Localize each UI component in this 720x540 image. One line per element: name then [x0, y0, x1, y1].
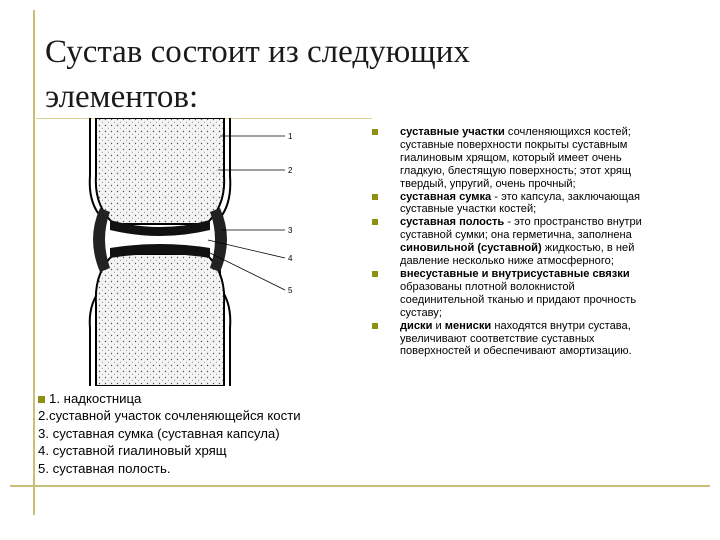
joint-capsule-left: [93, 208, 110, 272]
callout-2: 2: [288, 166, 293, 175]
list-text: жидкостью, в ней давление несколько ниже атмосферного;: [400, 242, 635, 268]
legend-item: 1. надкостница: [38, 390, 378, 407]
joint-elements-list: [372, 126, 662, 358]
diagram-legend: [38, 390, 378, 477]
slide-frame-vertical-rule: [33, 10, 35, 515]
list-text: образованы плотной волокнистой соединительной тканью и придают прочность суставу;: [400, 280, 637, 319]
bold-term: суставные участки: [400, 126, 505, 138]
joint-diagram: [80, 118, 310, 386]
slide-frame-horizontal-rule: [10, 485, 710, 487]
callout-3: 3: [288, 226, 293, 235]
bold-term: диски: [400, 319, 433, 332]
list-item: [372, 216, 662, 268]
bold-term: синовильной (суставной): [400, 242, 542, 255]
square-bullet-icon: [372, 323, 378, 329]
list-text: - это пространство внутри суставной сумки; она герметична, заполнена: [400, 216, 642, 242]
square-bullet-icon: [372, 219, 378, 225]
legend-item: 2.суставной участок сочленяющейся кости: [38, 408, 301, 424]
bold-term: мениски: [444, 319, 492, 332]
square-bullet-icon: [372, 129, 378, 135]
upper-bone: [96, 118, 224, 224]
bold-term: суставная полость: [400, 216, 505, 229]
slide-title: Сустав состоит из следующих элементов:: [45, 34, 470, 115]
joint-capsule-right: [210, 208, 227, 272]
bold-term: внесуставные и внутрисуставные связки: [400, 267, 630, 280]
callout-5: 5: [288, 286, 293, 295]
list-item: [372, 320, 662, 359]
legend-item: 5. суставная полость.: [38, 460, 171, 476]
callout-1: 1: [288, 132, 293, 141]
list-text: сочленяющихся костей; суставные поверхности покрыты суставным гиалиновым хрящом, который имеет очень гладкую, блестящую поверхность; этот хрящ твердый, упругий, очень прочный;: [400, 126, 632, 190]
square-bullet-icon: [372, 271, 378, 277]
square-bullet-icon: [38, 396, 45, 403]
bold-term: суставная сумка: [400, 190, 492, 203]
square-bullet-icon: [372, 194, 378, 200]
legend-item: 3. суставная сумка (суставная капсула): [38, 425, 280, 441]
list-item: [372, 126, 662, 191]
lower-bone: [96, 254, 224, 386]
list-item: [372, 268, 662, 320]
list-text: и: [432, 319, 445, 332]
callout-4: 4: [288, 254, 293, 263]
list-item: [372, 191, 662, 217]
list-text: - это капсула, заключающая суставные участки костей;: [400, 190, 640, 216]
list-text: находятся внутри сустава, увеличивают соответствие суставных поверхностей и обеспечивают амортизацию.: [400, 319, 632, 358]
legend-item: 4. суставной гиалиновый хрящ: [38, 443, 227, 459]
